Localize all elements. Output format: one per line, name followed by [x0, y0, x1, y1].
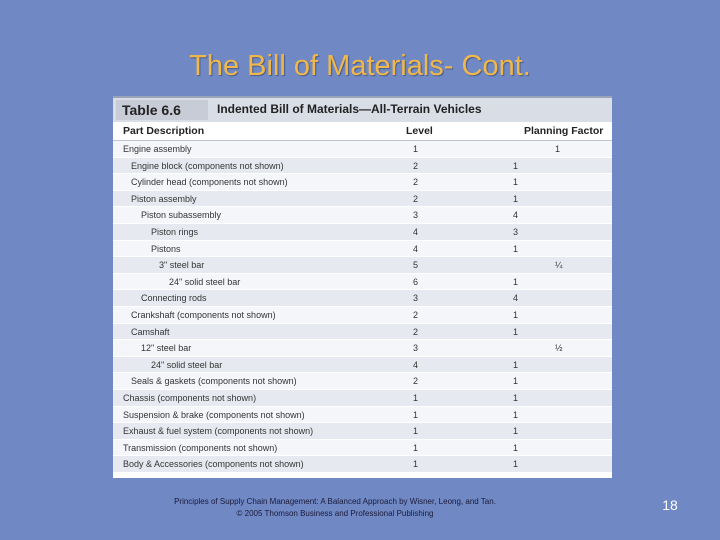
- table-row: [113, 257, 612, 274]
- planning-factor: 1: [513, 177, 519, 188]
- part-description: Seals & gaskets (components not shown): [131, 376, 297, 387]
- part-description: Crankshaft (components not shown): [131, 309, 276, 320]
- part-level: 3: [413, 210, 419, 221]
- part-description: 24" solid steel bar: [151, 359, 223, 370]
- planning-factor: 1: [513, 459, 519, 470]
- column-header-factor: Planning Factor: [524, 125, 604, 137]
- footer-citation: [140, 496, 530, 520]
- planning-factor: 1: [513, 442, 519, 453]
- table-row: [113, 340, 612, 357]
- slide-title: The Bill of Materials- Cont.: [189, 50, 531, 82]
- planning-factor: 1: [513, 309, 519, 320]
- part-level: 1: [413, 409, 419, 420]
- table-row: [113, 158, 612, 175]
- table-row: [113, 440, 612, 457]
- part-description: Engine block (components not shown): [131, 160, 284, 171]
- column-header-row: [113, 122, 612, 141]
- table-row: [113, 390, 612, 407]
- part-level: 1: [413, 392, 419, 403]
- table-row: [113, 373, 612, 390]
- planning-factor: 1: [513, 426, 519, 437]
- planning-factor: 3: [513, 226, 519, 237]
- table-caption: Indented Bill of Materials—All-Terrain Vehicles: [217, 102, 482, 116]
- planning-factor: ½: [555, 343, 563, 354]
- part-description: Body & Accessories (components not shown): [123, 459, 304, 470]
- planning-factor: ¼: [555, 260, 563, 271]
- part-description: Pistons: [151, 243, 181, 254]
- column-header-description: Part Description: [123, 125, 205, 137]
- table-row: [113, 207, 612, 224]
- part-description: Camshaft: [131, 326, 170, 337]
- part-level: 1: [413, 442, 419, 453]
- part-description: Chassis (components not shown): [123, 392, 257, 403]
- part-level: 1: [413, 144, 419, 154]
- table-row: [113, 407, 612, 424]
- part-description: Exhaust & fuel system (components not shown): [123, 426, 314, 437]
- part-description: Transmission (components not shown): [123, 442, 278, 453]
- part-level: 2: [413, 193, 419, 204]
- part-level: 2: [413, 326, 419, 337]
- table-body: [113, 141, 612, 473]
- page-number: 18: [662, 497, 678, 513]
- table-row: [113, 307, 612, 324]
- table-row: [113, 241, 612, 258]
- planning-factor: 4: [513, 210, 519, 221]
- table-row: [113, 191, 612, 208]
- part-description: Piston rings: [151, 226, 199, 237]
- part-description: Piston subassembly: [141, 210, 222, 221]
- planning-factor: 1: [513, 243, 519, 254]
- part-level: 2: [413, 177, 419, 188]
- planning-factor: 1: [513, 193, 519, 204]
- planning-factor: 1: [513, 392, 519, 403]
- part-level: 4: [413, 359, 419, 370]
- table-row: [113, 274, 612, 291]
- column-header-level: Level: [406, 125, 433, 137]
- part-description: Connecting rods: [141, 293, 207, 304]
- planning-factor: 1: [513, 376, 519, 387]
- table-row: [113, 141, 612, 158]
- part-description: 24" solid steel bar: [169, 276, 241, 287]
- bill-of-materials-table: [113, 96, 612, 478]
- part-description: Piston assembly: [131, 193, 197, 204]
- part-level: 4: [413, 243, 419, 254]
- part-level: 5: [413, 260, 419, 271]
- table-row: [113, 357, 612, 374]
- planning-factor: 1: [513, 359, 519, 370]
- table-row: [113, 290, 612, 307]
- planning-factor: 1: [513, 160, 519, 171]
- part-level: 1: [413, 459, 419, 470]
- part-level: 1: [413, 426, 419, 437]
- part-level: 3: [413, 343, 419, 354]
- part-level: 2: [413, 376, 419, 387]
- table-row: [113, 456, 612, 473]
- part-level: 3: [413, 293, 419, 304]
- part-level: 2: [413, 160, 419, 171]
- planning-factor: 1: [513, 326, 519, 337]
- table-header-bar: [113, 96, 612, 122]
- part-level: 2: [413, 309, 419, 320]
- planning-factor: 1: [513, 276, 519, 287]
- table-row: [113, 174, 612, 191]
- planning-factor: 1: [513, 409, 519, 420]
- planning-factor: 1: [555, 144, 561, 154]
- table-row: [113, 224, 612, 241]
- part-description: Cylinder head (components not shown): [131, 177, 288, 188]
- table-number: Table 6.6: [116, 100, 208, 120]
- part-description: Engine assembly: [123, 144, 192, 154]
- footer-line-2: © 2005 Thomson Business and Professional Publishing: [236, 509, 434, 518]
- table-row: [113, 423, 612, 440]
- table-row: [113, 324, 612, 341]
- part-description: 12" steel bar: [141, 343, 192, 354]
- part-description: Suspension & brake (components not shown): [123, 409, 305, 420]
- part-description: 3" steel bar: [159, 260, 205, 271]
- footer-line-1: Principles of Supply Chain Management: A Balanced Approach by Wisner, Leong, and Tan.: [174, 497, 496, 506]
- planning-factor: 4: [513, 293, 519, 304]
- part-level: 4: [413, 226, 419, 237]
- part-level: 6: [413, 276, 419, 287]
